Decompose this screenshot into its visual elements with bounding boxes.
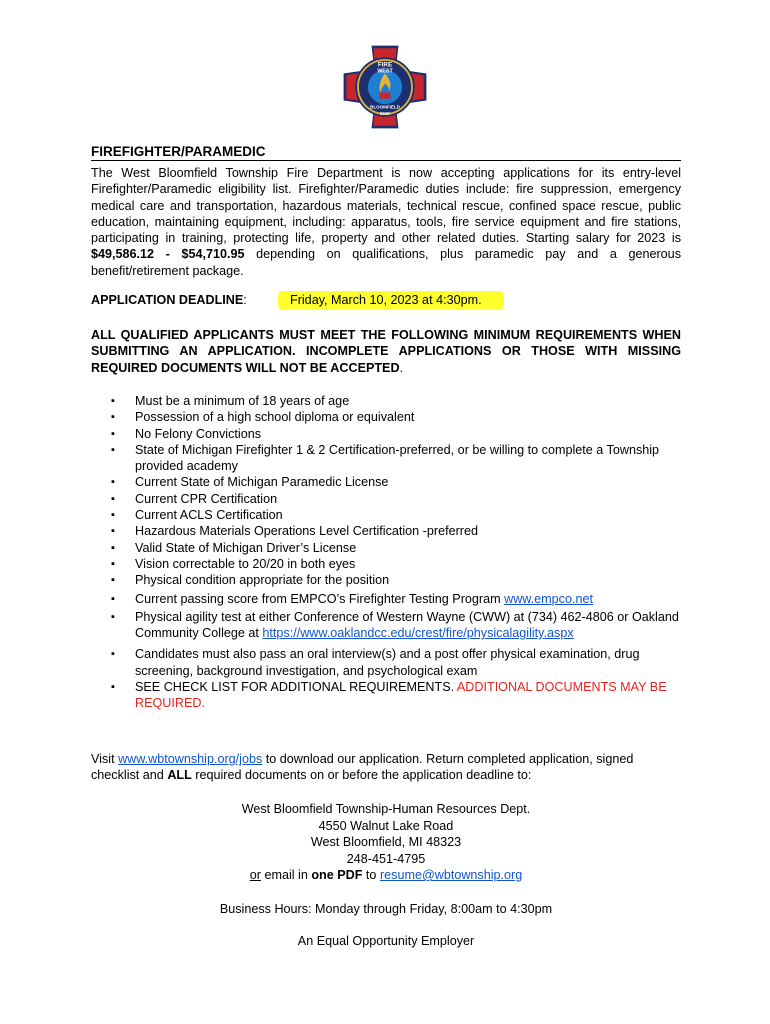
requirements-heading-period: . — [399, 360, 404, 375]
salary-range: $49,586.12 - $54,710.95 — [91, 247, 245, 262]
logo-text-west: WEST — [377, 68, 393, 75]
or-text: or — [249, 868, 261, 882]
visit-suffix: required documents on or before the application deadline to: — [191, 768, 532, 783]
address-line: West Bloomfield Township-Human Resources Dept. — [241, 802, 531, 816]
intro-text: The West Bloomfield Township Fire Department is now accepting applications for its entry-level Firefighter/Paramedic eligibility list. Firefighter/Paramedic duties include: fire suppression, emergency medical care and transportation, hazardous materials, technical rescue, confined space rescue, public education, maintaining equipment, including: apparatus, tools, fire service equipment and fire stations, participating in training, protecting life, property and other related duties. Starting salary for 2023 is — [91, 166, 681, 246]
intro-paragraph — [91, 165, 681, 279]
list-item: ▪ Current ACLS Certification — [91, 507, 681, 523]
jobs-link[interactable]: www.wbtownship.org/jobs — [118, 752, 263, 766]
list-item: ▪ Possession of a high school diploma or equivalent — [91, 409, 681, 425]
application-deadline — [91, 293, 681, 313]
list-item: ▪ State of Michigan Firefighter 1 & 2 Certification-preferred, or be willing to complete a Township provided academy — [91, 442, 681, 475]
visit-middle: to download our application. Return completed application, signed checklist and — [91, 752, 634, 783]
list-item: ▪ No Felony Convictions — [91, 426, 681, 442]
empco-text: Current passing score from EMPCO’s Firefighter Testing Program — [135, 591, 505, 606]
logo-text-fire: FIRE — [377, 61, 393, 69]
email-in-text: email in — [260, 868, 312, 882]
email-line — [91, 867, 681, 884]
page-title: FIREFIGHTER/PARAMEDIC — [91, 144, 681, 161]
one-pdf-text: one PDF — [311, 868, 363, 882]
visit-prefix: Visit — [91, 752, 119, 766]
agility-text: Physical agility test at either Conference of Western Wayne (CWW) at (734) 462-4806 or Oakland Community College at — [135, 609, 679, 641]
requirements-heading — [91, 327, 681, 376]
checklist-text: SEE CHECK LIST FOR ADDITIONAL REQUIREMENTS. — [135, 680, 457, 695]
address-line: West Bloomfield, MI 48323 — [310, 835, 462, 849]
address-line: 4550 Walnut Lake Road — [318, 818, 454, 833]
deadline-colon: : — [243, 293, 247, 307]
visit-all: ALL — [167, 768, 192, 783]
business-hours: Business Hours: Monday through Friday, 8:00am to 4:30pm — [219, 902, 553, 916]
list-item: ▪ Vision correctable to 20/20 in both eyes — [91, 556, 681, 572]
oaklandcc-agility-link[interactable]: https://www.oaklandcc.edu/crest/fire/physicalagility.aspx — [262, 626, 574, 641]
empco-link[interactable]: www.empco.net — [504, 591, 593, 606]
deadline-value: Friday, March 10, 2023 at 4:30pm. — [278, 291, 504, 310]
visit-paragraph — [91, 751, 681, 784]
additional-documents-warning: ADDITIONAL DOCUMENTS MAY BE REQUIRED. — [135, 680, 667, 711]
mailing-address — [91, 801, 681, 884]
list-item: ▪ Candidates must also pass an oral interview(s) and a post offer physical examination, drug screening, background investigation, and psychological exam — [91, 646, 681, 679]
logo-text-bloomfield: BLOOMFIELD — [370, 104, 400, 110]
requirements-list — [91, 393, 681, 712]
fire-department-badge-icon — [340, 42, 430, 132]
resume-email-link[interactable]: resume@wbtownship.org — [379, 868, 523, 882]
list-item: ▪ Valid State of Michigan Driver’s License — [91, 540, 681, 556]
list-item: ▪ Physical condition appropriate for the position — [91, 572, 681, 588]
list-item-agility — [91, 609, 681, 642]
list-item-empco — [91, 591, 681, 607]
to-text: to — [362, 868, 380, 882]
list-item: ▪ Current CPR Certification — [91, 491, 681, 507]
list-item: ▪ Hazardous Materials Operations Level Certification -preferred — [91, 523, 681, 539]
list-item: ▪ Must be a minimum of 18 years of age — [91, 393, 681, 409]
deadline-label: APPLICATION DEADLINE — [91, 293, 244, 307]
logo-text-ems: EMS — [380, 110, 390, 116]
list-item-checklist — [91, 679, 681, 712]
requirements-heading-text: ALL QUALIFIED APPLICANTS MUST MEET THE FOLLOWING MINIMUM REQUIREMENTS WHEN SUBMITTING AN APPLICATION. INCOMPLETE APPLICATIONS OR THOSE WITH MISSING REQUIRED DOCUMENTS WILL NOT BE ACCEPTED — [91, 328, 681, 375]
phone-number: 248-451-4795 — [346, 851, 426, 866]
list-item: ▪ Current State of Michigan Paramedic License — [91, 474, 681, 490]
intro-text-end: depending on qualifications, plus paramedic pay and a generous benefit/retirement package. — [91, 247, 681, 278]
equal-opportunity-statement: An Equal Opportunity Employer — [297, 934, 475, 948]
